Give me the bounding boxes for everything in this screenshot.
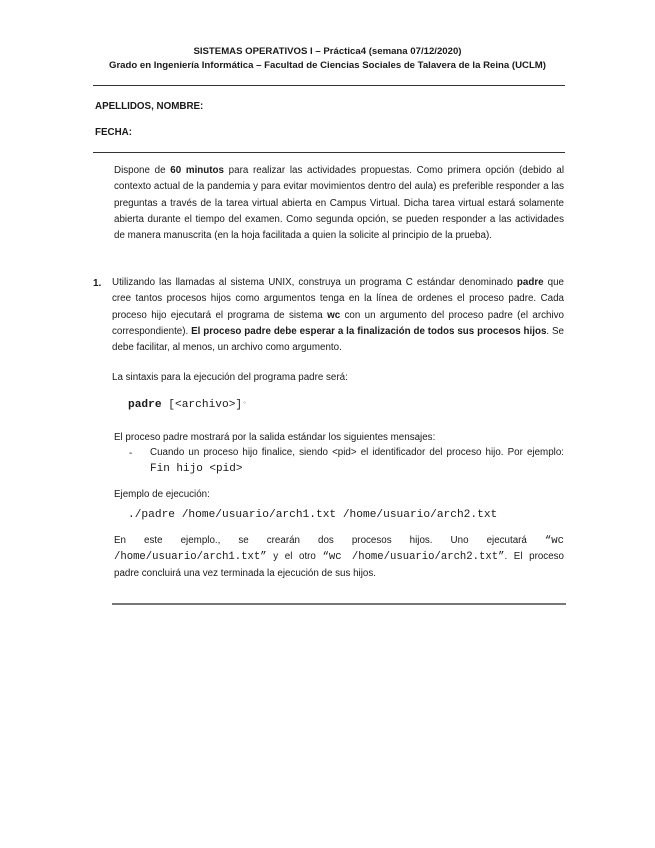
syntax-label: La sintaxis para la ejecución del programa padre será: (112, 372, 348, 383)
output-label: El proceso padre mostrará por la salida estándar los siguientes mensajes: (114, 432, 436, 443)
date-label: FECHA: (95, 127, 133, 138)
explanation-text-1: En este ejemplo., se crearán dos procesos hijos. Uno ejecutará (114, 535, 545, 546)
syntax-example (128, 399, 247, 411)
question-statement (112, 275, 564, 356)
bullet-dash: - (129, 448, 133, 459)
header-title: SISTEMAS OPERATIVOS I – Práctica4 (semana 07/12/2020) (193, 46, 462, 57)
question-number: 1. (93, 278, 102, 289)
statement-emphasis: El proceso padre debe esperar a la finalización de todos sus procesos hijos (191, 325, 547, 337)
intro-text: Dispone de (114, 165, 171, 176)
statement-text-2: que cree tantos procesos hijos como argumentos tenga en la línea de ordenes el proceso padre. Cada proceso hijo ejecutará el programa de sistema (112, 277, 564, 321)
name-label: APELLIDOS, NOMBRE: (95, 101, 204, 112)
intro-duration: 60 minutos (170, 165, 224, 176)
header-divider (93, 85, 565, 86)
intro-text-rest: para realizar las actividades propuestas. Como primera opción (debido al contexto actual de la pandemia y para evitar movimientos dentro del aula) es preferible responder a las preguntas a través de la tarea virtual abierta en Campus Virtual. Dicha tarea virtual estará solamente abierta durante el tiempo del examen. Como segunda opción, se pueden responder a las actividades de manera manuscrita (en la hoja facilitada a quien la solicite al principio de la prueba). (114, 165, 564, 242)
bullet-text: Cuando un proceso hijo finalice, siendo <pid> el identificador del proceso hijo. Por ejemplo: (150, 447, 564, 458)
explanation-text-2: y el otro (266, 551, 323, 563)
explanation-paragraph (114, 533, 564, 582)
bullet-item (150, 445, 564, 478)
example-command: ./padre /home/usuario/arch1.txt /home/usuario/arch2.txt (128, 509, 498, 521)
header-subtitle: Grado en Ingeniería Informática – Facultad de Ciencias Sociales de Talavera de la Reina (UCLM) (108, 60, 546, 71)
statement-text-1: Utilizando las llamadas al sistema UNIX, construya un programa C estándar denominado (112, 277, 517, 288)
statement-text-4: . Se debe facilitar, al menos, un archivo como argumento. (112, 325, 564, 354)
paragraph-mark: ◦ (242, 399, 247, 408)
example-label: Ejemplo de ejecución: (114, 489, 210, 500)
explanation-text-3: . El proceso padre concluirá una vez terminada la ejecución de sus hijos. (114, 551, 564, 579)
explanation-code-2: “wc /home/usuario/arch2.txt” (322, 551, 505, 564)
syntax-command: padre (128, 399, 162, 411)
program-name: padre (516, 277, 544, 288)
system-program-name: wc (327, 309, 341, 321)
explanation-code-1: “wc /home/usuario/arch1.txt” (114, 535, 564, 564)
bottom-divider (112, 603, 566, 605)
statement-text-3: con un argumento del proceso padre (el archivo correspondiente). (112, 309, 564, 337)
form-divider (93, 152, 565, 153)
bullet-code: Fin hijo <pid> (150, 463, 243, 476)
syntax-arguments: [<archivo>] (161, 399, 243, 411)
intro-paragraph (114, 163, 564, 244)
